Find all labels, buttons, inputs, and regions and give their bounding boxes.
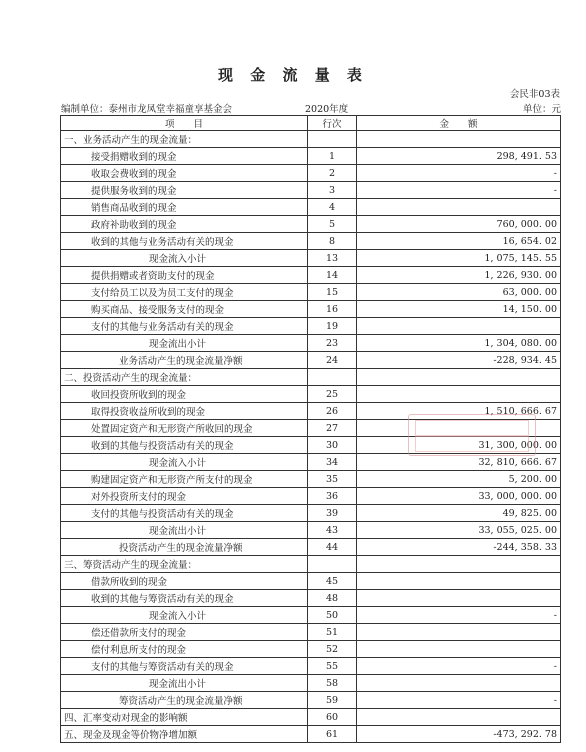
row-amount: 33, 000, 000. 00: [357, 488, 561, 505]
row-item-label: 支付的其他与投资活动有关的现金: [61, 505, 308, 522]
row-line-number: 30: [308, 437, 357, 454]
table-row: [61, 216, 561, 233]
row-item-label: 现金流入小计: [61, 607, 308, 624]
form-code: 会民非03表: [509, 89, 560, 100]
row-line-number: 60: [308, 709, 357, 726]
table-row: [61, 675, 561, 692]
row-line-number: 19: [308, 318, 357, 335]
row-amount: [357, 199, 561, 216]
row-item-label: 政府补助收到的现金: [61, 216, 308, 233]
row-amount: -: [357, 658, 561, 675]
row-amount: 1, 226, 930. 00: [357, 267, 561, 284]
table-row: [61, 590, 561, 607]
currency-unit: 单位：元: [522, 104, 561, 115]
row-line-number: 2: [308, 165, 357, 182]
row-item-label: 收到的其他与业务活动有关的现金: [61, 233, 308, 250]
row-amount: -: [357, 692, 561, 709]
row-item-label: 业务活动产生的现金流量净额: [61, 352, 308, 369]
report-year: 2020年度: [305, 104, 349, 115]
table-row: [61, 199, 561, 216]
row-amount: 33, 055, 025. 00: [357, 522, 561, 539]
table-row: [61, 131, 561, 148]
row-line-number: [308, 369, 357, 386]
table-row: [61, 386, 561, 403]
row-amount: 1, 304, 080. 00: [357, 335, 561, 352]
row-amount: [357, 131, 561, 148]
row-amount: [357, 369, 561, 386]
table-header-row: [61, 116, 561, 131]
table-row: [61, 573, 561, 590]
row-item-label: 支付的其他与业务活动有关的现金: [61, 318, 308, 335]
row-line-number: 48: [308, 590, 357, 607]
row-amount: [357, 318, 561, 335]
row-item-label: 二、投资活动产生的现金流量：: [61, 369, 308, 386]
row-line-number: 4: [308, 199, 357, 216]
table-row: [61, 369, 561, 386]
row-item-label: 五、现金及现金等价物净增加额: [61, 726, 308, 743]
row-line-number: 34: [308, 454, 357, 471]
row-item-label: 支付的其他与筹资活动有关的现金: [61, 658, 308, 675]
row-amount: 760, 000. 00: [357, 216, 561, 233]
table-row: [61, 267, 561, 284]
row-item-label: 现金流出小计: [61, 522, 308, 539]
row-amount: 298, 491. 53: [357, 148, 561, 165]
row-item-label: 取得投资收益所收到的现金: [61, 403, 308, 420]
row-item-label: 现金流入小计: [61, 250, 308, 267]
table-row: [61, 726, 561, 743]
row-line-number: 16: [308, 301, 357, 318]
row-amount: [357, 573, 561, 590]
row-item-label: 处置固定资产和无形资产所收回的现金: [61, 420, 308, 437]
table-row: [61, 607, 561, 624]
table-row: [61, 692, 561, 709]
row-item-label: 筹资活动产生的现金流量净额: [61, 692, 308, 709]
table-row: [61, 233, 561, 250]
row-amount: -: [357, 607, 561, 624]
row-item-label: 购买商品、接受服务支付的现金: [61, 301, 308, 318]
row-amount: 14, 150. 00: [357, 301, 561, 318]
table-row: [61, 556, 561, 573]
row-amount: -: [357, 182, 561, 199]
table-row: [61, 624, 561, 641]
row-item-label: 一、业务活动产生的现金流量：: [61, 131, 308, 148]
table-row: [61, 522, 561, 539]
table-row: [61, 454, 561, 471]
row-amount: 5, 200. 00: [357, 471, 561, 488]
row-amount: -244, 358. 33: [357, 539, 561, 556]
row-line-number: 5: [308, 216, 357, 233]
row-amount: [357, 641, 561, 658]
row-item-label: 现金流入小计: [61, 454, 308, 471]
table-row: [61, 352, 561, 369]
row-item-label: 提供捐赠或者资助支付的现金: [61, 267, 308, 284]
row-item-label: 投资活动产生的现金流量净额: [61, 539, 308, 556]
row-item-label: 现金流出小计: [61, 335, 308, 352]
table-row: [61, 318, 561, 335]
reporting-unit: 编制单位：泰州市龙凤堂幸福童享基金会: [61, 104, 233, 115]
row-line-number: 15: [308, 284, 357, 301]
row-line-number: 58: [308, 675, 357, 692]
row-line-number: 51: [308, 624, 357, 641]
row-line-number: 13: [308, 250, 357, 267]
page-title: 现 金 流 量 表: [218, 66, 368, 84]
table-row: [61, 658, 561, 675]
table-row: [61, 539, 561, 556]
row-amount: [357, 675, 561, 692]
row-line-number: 3: [308, 182, 357, 199]
column-header-item: 项 目: [61, 116, 308, 131]
row-amount: 49, 825. 00: [357, 505, 561, 522]
table-row: [61, 250, 561, 267]
row-line-number: 39: [308, 505, 357, 522]
row-line-number: 8: [308, 233, 357, 250]
row-line-number: 59: [308, 692, 357, 709]
row-item-label: 支付给员工以及为员工支付的现金: [61, 284, 308, 301]
row-item-label: 四、汇率变动对现金的影响额: [61, 709, 308, 726]
row-amount: -: [357, 165, 561, 182]
table-row: [61, 641, 561, 658]
row-item-label: 接受捐赠收到的现金: [61, 148, 308, 165]
row-amount: 16, 654. 02: [357, 233, 561, 250]
row-item-label: 收回投资所收到的现金: [61, 386, 308, 403]
row-line-number: 50: [308, 607, 357, 624]
row-amount: [357, 590, 561, 607]
row-line-number: 26: [308, 403, 357, 420]
row-amount: 63, 000. 00: [357, 284, 561, 301]
row-item-label: 收取会费收到的现金: [61, 165, 308, 182]
row-amount: [357, 624, 561, 641]
row-item-label: 现金流出小计: [61, 675, 308, 692]
table-row: [61, 301, 561, 318]
row-line-number: 55: [308, 658, 357, 675]
row-line-number: 52: [308, 641, 357, 658]
row-item-label: 购建固定资产和无形资产所支付的现金: [61, 471, 308, 488]
row-item-label: 对外投资所支付的现金: [61, 488, 308, 505]
table-row: [61, 505, 561, 522]
table-row: [61, 182, 561, 199]
row-amount: -473, 292. 78: [357, 726, 561, 743]
row-line-number: [308, 556, 357, 573]
row-amount: 1, 510, 666. 67: [357, 403, 561, 420]
table-row: [61, 148, 561, 165]
row-amount: -228, 934. 45: [357, 352, 561, 369]
row-line-number: 23: [308, 335, 357, 352]
row-line-number: 36: [308, 488, 357, 505]
column-header-line: 行次: [308, 116, 357, 131]
row-amount: 1, 075, 145. 55: [357, 250, 561, 267]
row-amount: [357, 386, 561, 403]
row-line-number: 35: [308, 471, 357, 488]
row-line-number: 44: [308, 539, 357, 556]
stamp-band-top: [415, 420, 529, 436]
table-row: [61, 709, 561, 726]
column-header-amount: 金 额: [357, 116, 561, 131]
row-item-label: 三、筹资活动产生的现金流量：: [61, 556, 308, 573]
official-seal-stamp: [408, 414, 536, 456]
row-amount: [357, 556, 561, 573]
stamp-band-bottom: [415, 436, 529, 452]
row-line-number: 45: [308, 573, 357, 590]
table-row: [61, 471, 561, 488]
row-line-number: 1: [308, 148, 357, 165]
row-line-number: 61: [308, 726, 357, 743]
row-item-label: 借款所收到的现金: [61, 573, 308, 590]
row-item-label: 提供服务收到的现金: [61, 182, 308, 199]
report-meta: [61, 101, 561, 115]
row-item-label: 销售商品收到的现金: [61, 199, 308, 216]
row-item-label: 偿还借款所支付的现金: [61, 624, 308, 641]
row-item-label: 收到的其他与投资活动有关的现金: [61, 437, 308, 454]
table-row: [61, 165, 561, 182]
row-line-number: 27: [308, 420, 357, 437]
row-item-label: 收到的其他与筹资活动有关的现金: [61, 590, 308, 607]
table-row: [61, 284, 561, 301]
row-line-number: 24: [308, 352, 357, 369]
row-amount: [357, 709, 561, 726]
row-amount: 32, 810, 666. 67: [357, 454, 561, 471]
row-line-number: 43: [308, 522, 357, 539]
table-row: [61, 488, 561, 505]
row-line-number: 14: [308, 267, 357, 284]
row-line-number: [308, 131, 357, 148]
row-amount: 31, 300, 000. 00: [357, 437, 561, 454]
row-item-label: 偿付利息所支付的现金: [61, 641, 308, 658]
row-line-number: 25: [308, 386, 357, 403]
table-row: [61, 335, 561, 352]
